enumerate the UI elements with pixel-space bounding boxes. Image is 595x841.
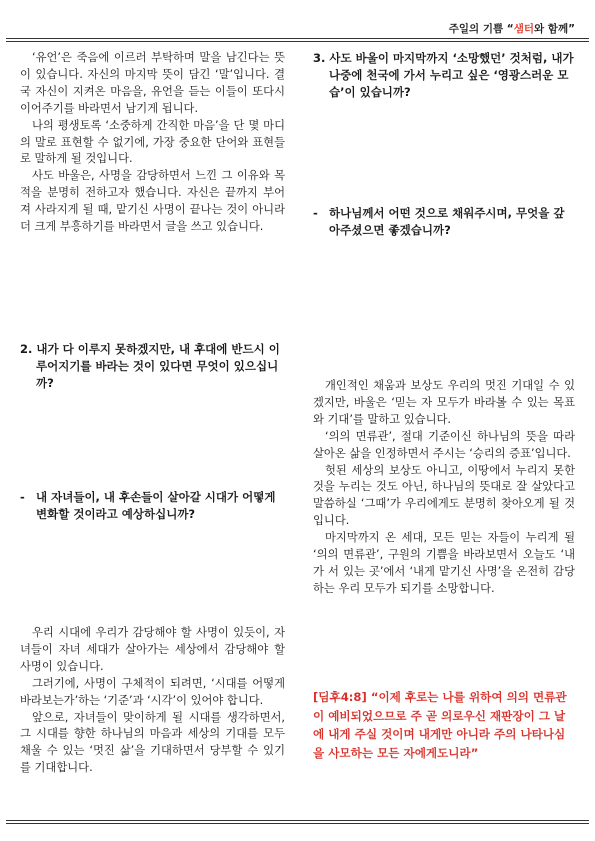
answer-paragraph: 그러기에, 사명이 구체적이 되려면, ‘시대를 어떻게 바라보는가’하는 ‘기준’과 ‘시각’이 있어야 합니다. — [20, 676, 285, 707]
answer-paragraph: 우리 시대에 우리가 감당해야 할 사명이 있듯이, 자녀들이 자녀 세대가 살아가는 세상에서 감당해야 할 사명이 있습니다. — [20, 626, 285, 673]
header-accent: 샘터 — [513, 23, 534, 35]
header-prefix: 주일의 기쁨 “ — [448, 23, 514, 35]
dash-marker: - — [313, 206, 318, 220]
scripture-verse — [313, 688, 575, 762]
dash-marker: - — [20, 490, 25, 504]
question-3 — [313, 50, 575, 101]
question-2 — [20, 341, 285, 392]
answer-paragraph: 앞으로, 자녀들이 맞이하게 될 시대를 생각하면서, 그 시대를 향한 하나님의 마음과 세상의 기대를 모두 채울 수 있는 ‘멋진 삶’을 기대하면서 당부할 수 있기를 기대합니다. — [20, 710, 285, 775]
header-rule-thin — [6, 41, 589, 42]
page-header — [449, 21, 575, 36]
sub-question-left — [20, 489, 285, 523]
intro-paragraph: 사도 바울은, 사명을 감당하면서 느낀 그 이유와 목적을 분명히 전하고자 했습니다. 자신은 끝까지 부어져 사라지게 될 때, 맡기신 사명이 끝나는 것이 아니라 더 크게 부흥하기를 바라면서 글을 쓰고 있습니다. — [20, 169, 285, 234]
question-2-text: 2. 내가 다 이루지 못하겠지만, 내 후대에 반드시 이루어지기를 바라는 것이 있다면 무엇이 있으십니까? — [20, 342, 280, 390]
verse-text: “이제 후로는 나를 위하여 의의 면류관이 예비되었으므로 주 곧 의로우신 재판장이 그 날에 내게 주실 것이며 내게만 아니라 주의 나타나심을 사모하는 모든 자에게도니라” — [313, 690, 567, 760]
header-suffix: 와 함께” — [534, 23, 575, 35]
intro-paragraph: 나의 평생토록 ‘소중하게 간직한 마음’을 단 몇 마디의 말로 표현할 수 없기에, 가장 중요한 단어와 표현들로 말하게 될 것입니다. — [20, 118, 285, 166]
footer-rule-thin — [6, 823, 589, 824]
answer-right — [313, 378, 575, 598]
answer-paragraph: 헛된 세상의 보상도 아니고, 이땅에서 누리지 못한 것을 누리는 것도 아닌, 하나님의 뜻대로 잘 살았다고 말씀하실 ‘그때’가 우리에게도 분명히 찾아오게 될 것입니다. — [313, 463, 575, 528]
answer-left — [20, 625, 285, 777]
answer-paragraph: ‘의의 면류관’, 절대 기준이신 하나님의 뜻을 따라 살아온 삶을 인정하면서 주시는 ‘승리의 증표’입니다. — [313, 429, 575, 460]
intro-paragraph: ‘유언’은 죽음에 이르러 부탁하며 말을 남긴다는 뜻이 있습니다. 자신의 마지막 뜻이 담긴 ‘말’입니다. 결국 자신이 지켜온 마음을, 유언을 듣는 이들이 또다시 이어주기를 바라면서 남기게 됩니다. — [20, 51, 285, 115]
answer-paragraph: 마지막까지 온 세대, 모든 믿는 자들이 누리게 될 ‘의의 면류관’, 구원의 기쁨을 바라보면서 오늘도 ‘내가 서 있는 곳’에서 ‘내게 맡기신 사명’을 온전히 감당하는 우리 모두가 되기를 소망합니다. — [313, 531, 575, 595]
question-3-text: 3. 사도 바울이 마지막까지 ‘소망했던’ 것처럼, 내가 나중에 천국에 가서 누리고 싶은 ‘영광스러운 모습’이 있습니까? — [313, 51, 574, 99]
sub-question-right — [313, 205, 575, 239]
header-rule — [6, 38, 589, 39]
verse-reference: [딤후4:8] — [313, 690, 367, 704]
footer-rule — [6, 820, 589, 821]
sub-question-left-text: 내 자녀들이, 내 후손들이 살아갈 시대가 어떻게 변화할 것이라고 예상하십니까? — [36, 490, 276, 521]
intro-text — [20, 50, 285, 236]
answer-paragraph: 개인적인 채움과 보상도 우리의 멋진 기대일 수 있겠지만, 바울은 ‘믿는 자 모두가 바라볼 수 있는 목표와 기대’를 말하고 있습니다. — [313, 379, 575, 426]
sub-question-right-text: 하나님께서 어떤 것으로 채워주시며, 무엇을 갚아주셨으면 좋겠습니까? — [329, 206, 565, 237]
